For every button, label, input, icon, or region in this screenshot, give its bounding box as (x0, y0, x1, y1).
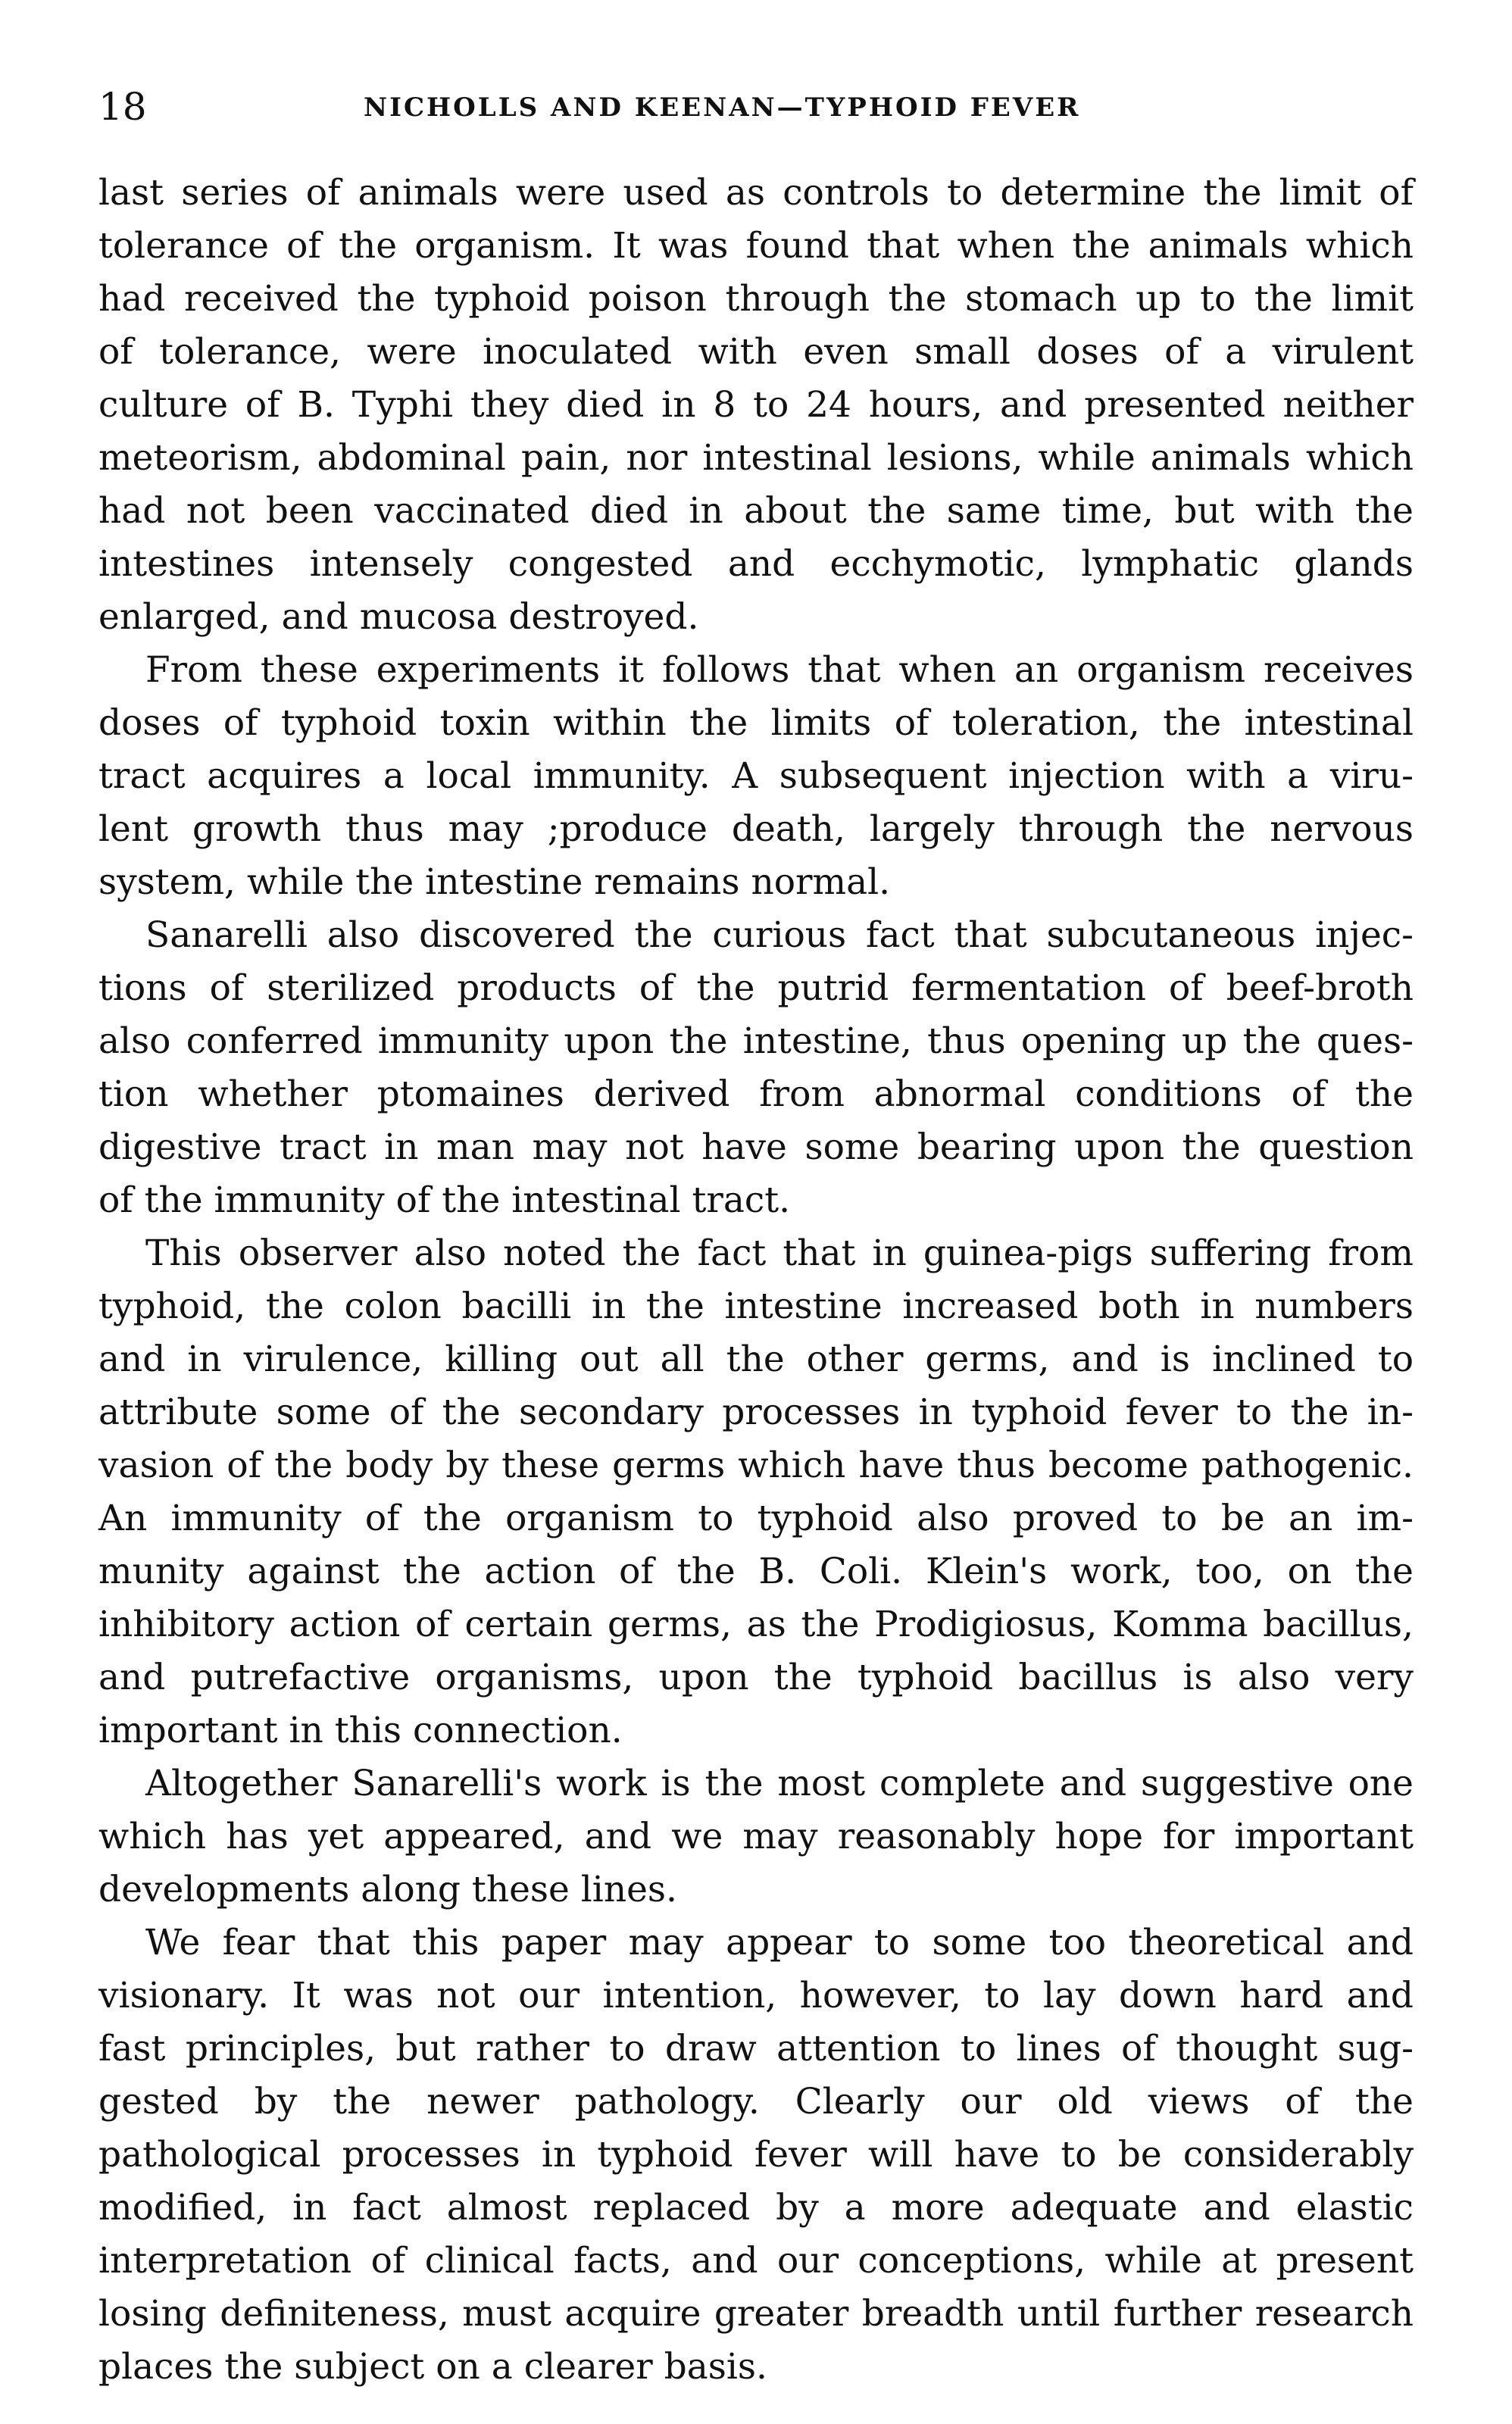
text-line: last series of animals were used as controls to determine the limit of (98, 172, 1414, 214)
text-line: developments along these lines. (98, 1869, 677, 1910)
paragraph (98, 167, 1414, 644)
paragraph (98, 1916, 1414, 2394)
body-text (98, 167, 1414, 2394)
text-line: of the immunity of the intestinal tract. (98, 1179, 791, 1221)
text-line: tions of sterilized products of the putrid fermentation of beef-broth (98, 967, 1414, 1009)
text-line: enlarged, and mucosa destroyed. (98, 596, 699, 638)
text-line: had not been vaccinated died in about the same time, but with the (98, 490, 1414, 532)
text-line: digestive tract in man may not have some bearing upon the question (98, 1126, 1414, 1168)
text-line: important in this connection. (98, 1710, 623, 1751)
text-line: lent growth thus may ;produce death, largely through the nervous (98, 808, 1414, 850)
text-line: From these experiments it follows that when an organism receives (145, 649, 1414, 691)
text-line: We fear that this paper may appear to some too theoretical and (145, 1922, 1414, 1963)
text-line: inhibitory action of certain germs, as the Prodigiosus, Komma bacillus, (98, 1604, 1414, 1645)
text-line: attribute some of the secondary processes in typhoid fever to the in- (98, 1392, 1414, 1433)
text-line: visionary. It was not our intention, however, to lay down hard and (98, 1975, 1414, 2016)
text-line: typhoid, the colon bacilli in the intestine increased both in numbers (98, 1285, 1414, 1327)
text-line: and putrefactive organisms, upon the typhoid bacillus is also very (98, 1657, 1414, 1698)
text-line: munity against the action of the B. Coli. Klein's work, too, on the (98, 1551, 1414, 1592)
text-line: tolerance of the organism. It was found that when the animals which (98, 225, 1414, 267)
page-number: 18 (98, 85, 147, 129)
text-line: meteorism, abdominal pain, nor intestinal lesions, while animals which (98, 437, 1414, 479)
running-header (98, 80, 1414, 133)
text-line: pathological processes in typhoid fever will have to be considerably (98, 2134, 1414, 2176)
text-line: system, while the intestine remains normal. (98, 861, 891, 903)
text-line: interpretation of clinical facts, and our conceptions, while at present (98, 2240, 1414, 2282)
text-line: of tolerance, were inoculated with even small doses of a virulent (98, 331, 1414, 373)
running-title: NICHOLLS AND KEENAN—TYPHOID FEVER (364, 92, 1081, 123)
paragraph (98, 1227, 1414, 1757)
text-line: tion whether ptomaines derived from abnormal conditions of the (98, 1073, 1414, 1115)
text-line: Altogether Sanarelli's work is the most complete and suggestive one (145, 1763, 1414, 1804)
text-line: had received the typhoid poison through the stomach up to the limit (98, 278, 1414, 320)
text-line: An immunity of the organism to typhoid also proved to be an im- (98, 1498, 1414, 1539)
text-line: which has yet appeared, and we may reasonably hope for important (98, 1816, 1414, 1857)
paragraph (98, 644, 1414, 909)
text-line: intestines intensely congested and ecchymotic, lymphatic glands (98, 543, 1414, 585)
text-line: and in virulence, killing out all the other germs, and is inclined to (98, 1339, 1414, 1380)
paragraph (98, 909, 1414, 1227)
text-line: vasion of the body by these germs which have thus become pathogenic. (98, 1445, 1414, 1486)
paragraph (98, 1757, 1414, 1916)
text-line: doses of typhoid toxin within the limits of toleration, the intestinal (98, 702, 1414, 744)
text-line: Sanarelli also discovered the curious fact that subcutaneous injec- (145, 914, 1414, 956)
text-line: losing definiteness, must acquire greater breadth until further research (98, 2293, 1414, 2335)
text-line: modified, in fact almost replaced by a more adequate and elastic (98, 2187, 1414, 2229)
text-line: gested by the newer pathology. Clearly our old views of the (98, 2081, 1414, 2123)
text-line: also conferred immunity upon the intestine, thus opening up the ques- (98, 1020, 1414, 1062)
text-line: tract acquires a local immunity. A subsequent injection with a viru- (98, 755, 1414, 797)
text-line: This observer also noted the fact that in guinea-pigs suffering from (145, 1232, 1414, 1274)
text-line: places the subject on a clearer basis. (98, 2346, 767, 2388)
text-line: culture of B. Typhi they died in 8 to 24 hours, and presented neither (98, 384, 1414, 426)
text-line: fast principles, but rather to draw attention to lines of thought sug- (98, 2028, 1414, 2069)
